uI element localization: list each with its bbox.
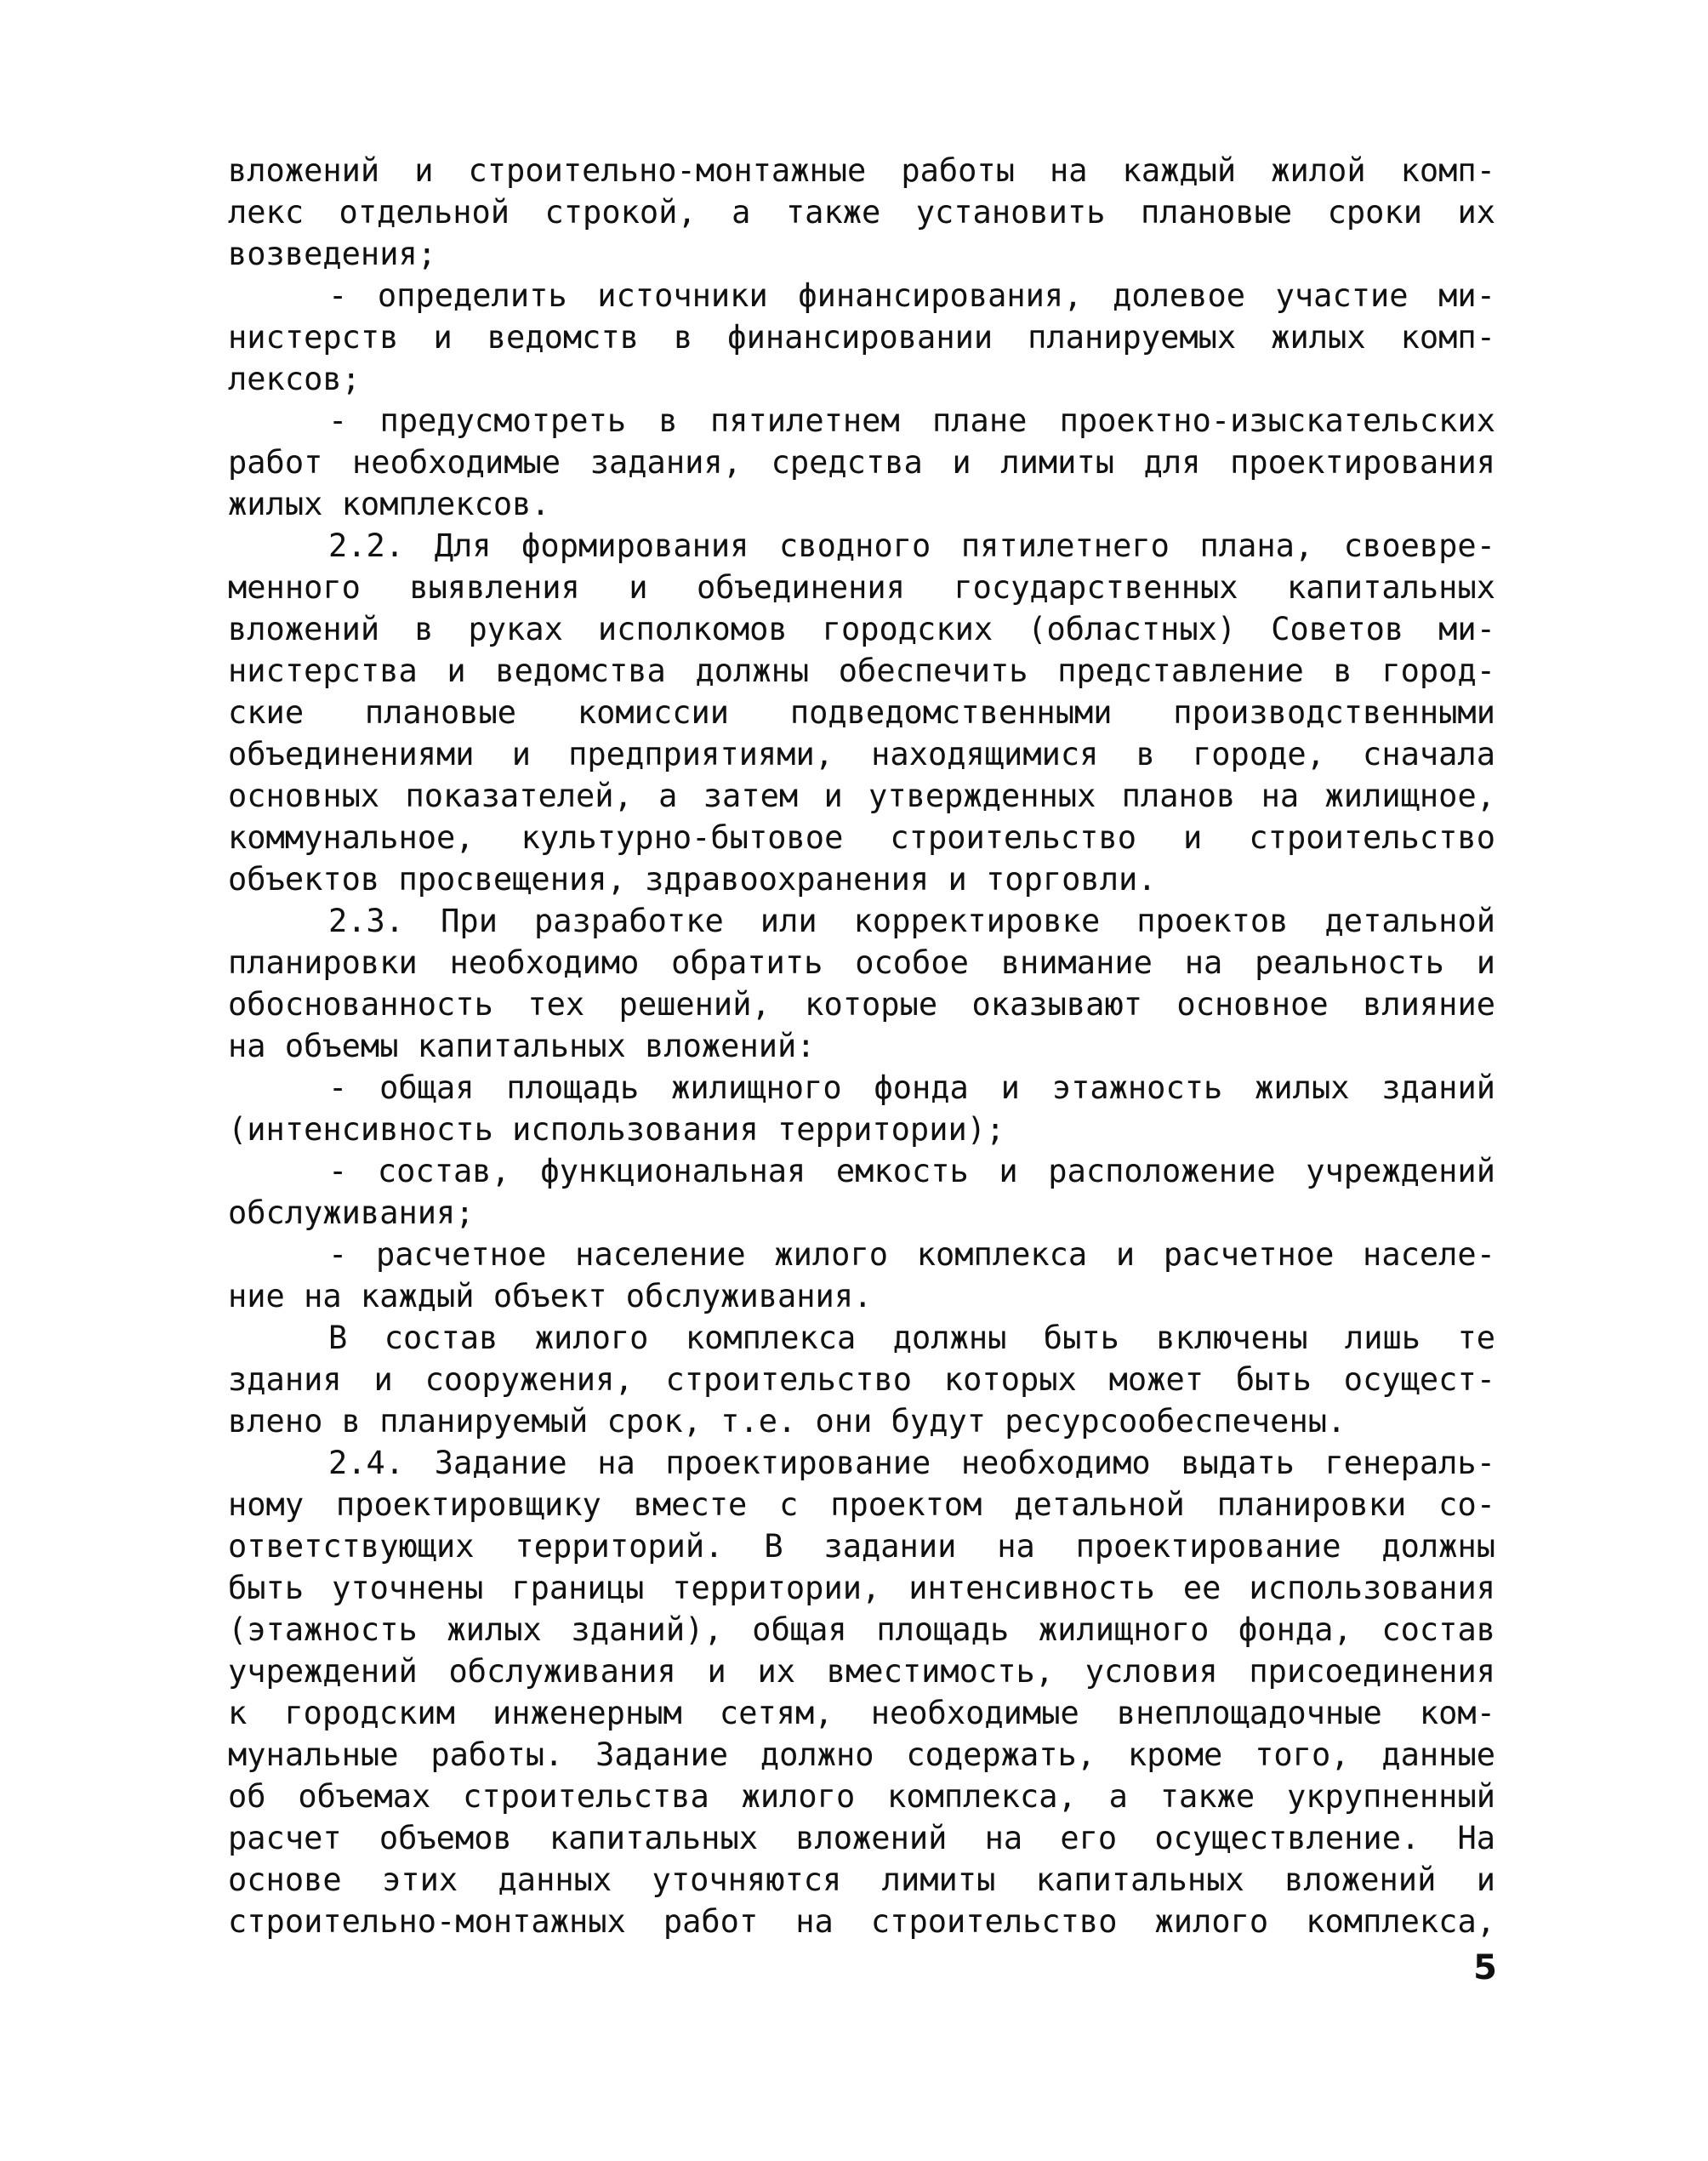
text-line: объектов просвещения, здравоохранения и торговли. (228, 861, 1157, 898)
text-line: нистерств и ведомств в финансировании планируемых жилых комп- (228, 319, 1495, 356)
text-line: - состав, функциональная емкость и расположение учреждений (328, 1153, 1495, 1189)
text-line: (интенсивность использования территории); (228, 1111, 1005, 1148)
text-line: (этажность жилых зданий), общая площадь жилищного фонда, состав (228, 1611, 1495, 1648)
text-line: нистерства и ведомства должны обеспечить представление в город- (228, 653, 1495, 689)
text-line: мунальные работы. Задание должно содержать, кроме того, данные (228, 1736, 1495, 1773)
text-line: коммунальное, культурно-бытовое строительство и строительство (228, 819, 1495, 856)
text-line: лексов; (228, 361, 361, 397)
text-line: строительно-монтажных работ на строительство жилого комплекса, (228, 1903, 1495, 1940)
text-line: обоснованность тех решений, которые оказывают основное влияние (228, 986, 1495, 1023)
text-line: 2.3. При разработке или корректировке проектов детальной (328, 903, 1495, 939)
page-number: 5 (1473, 1948, 1497, 1987)
text-line: - расчетное население жилого комплекса и расчетное населе- (328, 1236, 1495, 1273)
text-line: влено в планируемый срок, т.е. они будут ресурсообеспечены. (228, 1403, 1346, 1440)
text-line: менного выявления и объединения государственных капитальных (228, 569, 1495, 606)
text-line: - предусмотреть в пятилетнем плане проектно-изыскательских (328, 402, 1495, 439)
text-line: - определить источники финансирования, долевое участие ми- (328, 277, 1495, 314)
text-line: лекс отдельной строкой, а также установить плановые сроки их (228, 194, 1495, 231)
text-line: возведения; (228, 236, 437, 272)
text-line: В состав жилого комплекса должны быть включены лишь те (328, 1320, 1495, 1356)
text-line: к городским инженерным сетям, необходимые внеплощадочные ком- (228, 1695, 1495, 1731)
text-line: жилых комплексов. (228, 486, 550, 522)
text-line: основе этих данных уточняются лимиты капитальных вложений и (228, 1862, 1495, 1898)
text-line: планировки необходимо обратить особое внимание на реальность и (228, 944, 1495, 981)
text-line: об объемах строительства жилого комплекса, а также укрупненный (228, 1778, 1495, 1815)
text-line: здания и сооружения, строительство которых может быть осущест- (228, 1361, 1495, 1398)
text-line: ские плановые комиссии подведомственными производственными (228, 694, 1495, 731)
document-body (228, 150, 1495, 1942)
text-line: - общая площадь жилищного фонда и этажность жилых зданий (328, 1069, 1495, 1106)
text-line: расчет объемов капитальных вложений на его осуществление. На (228, 1820, 1495, 1856)
text-line: учреждений обслуживания и их вместимость, условия присоединения (228, 1653, 1495, 1690)
text-line: объединениями и предприятиями, находящимися в городе, сначала (228, 736, 1495, 773)
text-line: вложений и строительно-монтажные работы на каждый жилой комп- (228, 152, 1495, 189)
text-line: работ необходимые задания, средства и лимиты для проектирования (228, 444, 1495, 481)
text-line: 2.4. Задание на проектирование необходимо выдать генераль- (328, 1445, 1495, 1481)
text-line: ному проектировщику вместе с проектом детальной планировки со- (228, 1486, 1495, 1523)
text-line: ответствующих территорий. В задании на проектирование должны (228, 1528, 1495, 1565)
text-line: обслуживания; (228, 1195, 475, 1231)
text-line: 2.2. Для формирования сводного пятилетнего плана, своевре- (328, 527, 1495, 564)
text-line: на объемы капитальных вложений: (228, 1028, 816, 1064)
text-line: основных показателей, а затем и утвержденных планов на жилищное, (228, 778, 1495, 814)
text-line: быть уточнены границы территории, интенсивность ее использования (228, 1570, 1495, 1606)
text-line: ние на каждый объект обслуживания. (228, 1278, 873, 1314)
text-line: вложений в руках исполкомов городских (областных) Советов ми- (228, 611, 1495, 647)
